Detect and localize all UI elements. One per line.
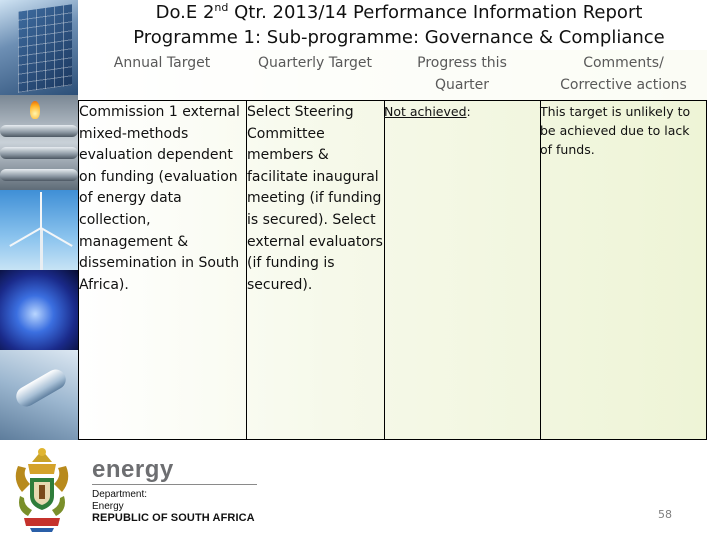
- progress-column: [384, 50, 540, 440]
- blue-flame-photo: [0, 270, 78, 350]
- quarterly-target-column: [246, 50, 384, 440]
- page-title: [78, 0, 720, 50]
- country-label: REPUBLIC OF SOUTH AFRICA: [92, 512, 255, 524]
- comments-column: [540, 50, 707, 440]
- cell-comments: This target is unlikely to be achieved due to lack of funds.: [540, 104, 691, 157]
- annual-target-column: [78, 50, 246, 440]
- footer: [0, 440, 720, 540]
- header-annual-target: Annual Target: [113, 55, 211, 71]
- energy-photo-strip: [0, 0, 78, 440]
- brand-energy-wordmark: energy: [92, 456, 174, 483]
- brand-divider: [92, 484, 257, 485]
- performance-table: [78, 50, 707, 440]
- status-not-achieved: Not achieved: [384, 104, 467, 119]
- fluorescent-bulb-photo: [0, 350, 78, 440]
- cell-annual-target: Commission 1 external mixed-methods evaluation dependent on funding (evaluation of energy data collection, management & dissemination in South Africa).: [79, 104, 240, 293]
- header-comments: Comments/ Corrective actions: [560, 55, 687, 93]
- header-quarterly-target: Quarterly Target: [257, 55, 373, 71]
- wind-turbine-photo: [0, 190, 78, 270]
- department-label: Department: Energy: [92, 489, 148, 512]
- cell-quarterly-target: Select Steering Committee members & facilitate inaugural meeting (if funding is secured). Select external evaluators (if funding is secured).: [247, 104, 383, 293]
- solar-panel-photo: [0, 0, 78, 95]
- title-line-2: Programme 1: Sub-programme: Governance & Compliance: [133, 27, 665, 48]
- header-progress: Progress this Quarter: [417, 55, 507, 93]
- title-line-1: Do.E 2nd Qtr. 2013/14 Performance Information Report: [155, 1, 643, 23]
- coat-of-arms-icon: [8, 444, 76, 536]
- cell-progress: Not achieved:: [384, 104, 471, 119]
- page-number: 58: [658, 508, 672, 521]
- gas-pipeline-photo: [0, 95, 78, 190]
